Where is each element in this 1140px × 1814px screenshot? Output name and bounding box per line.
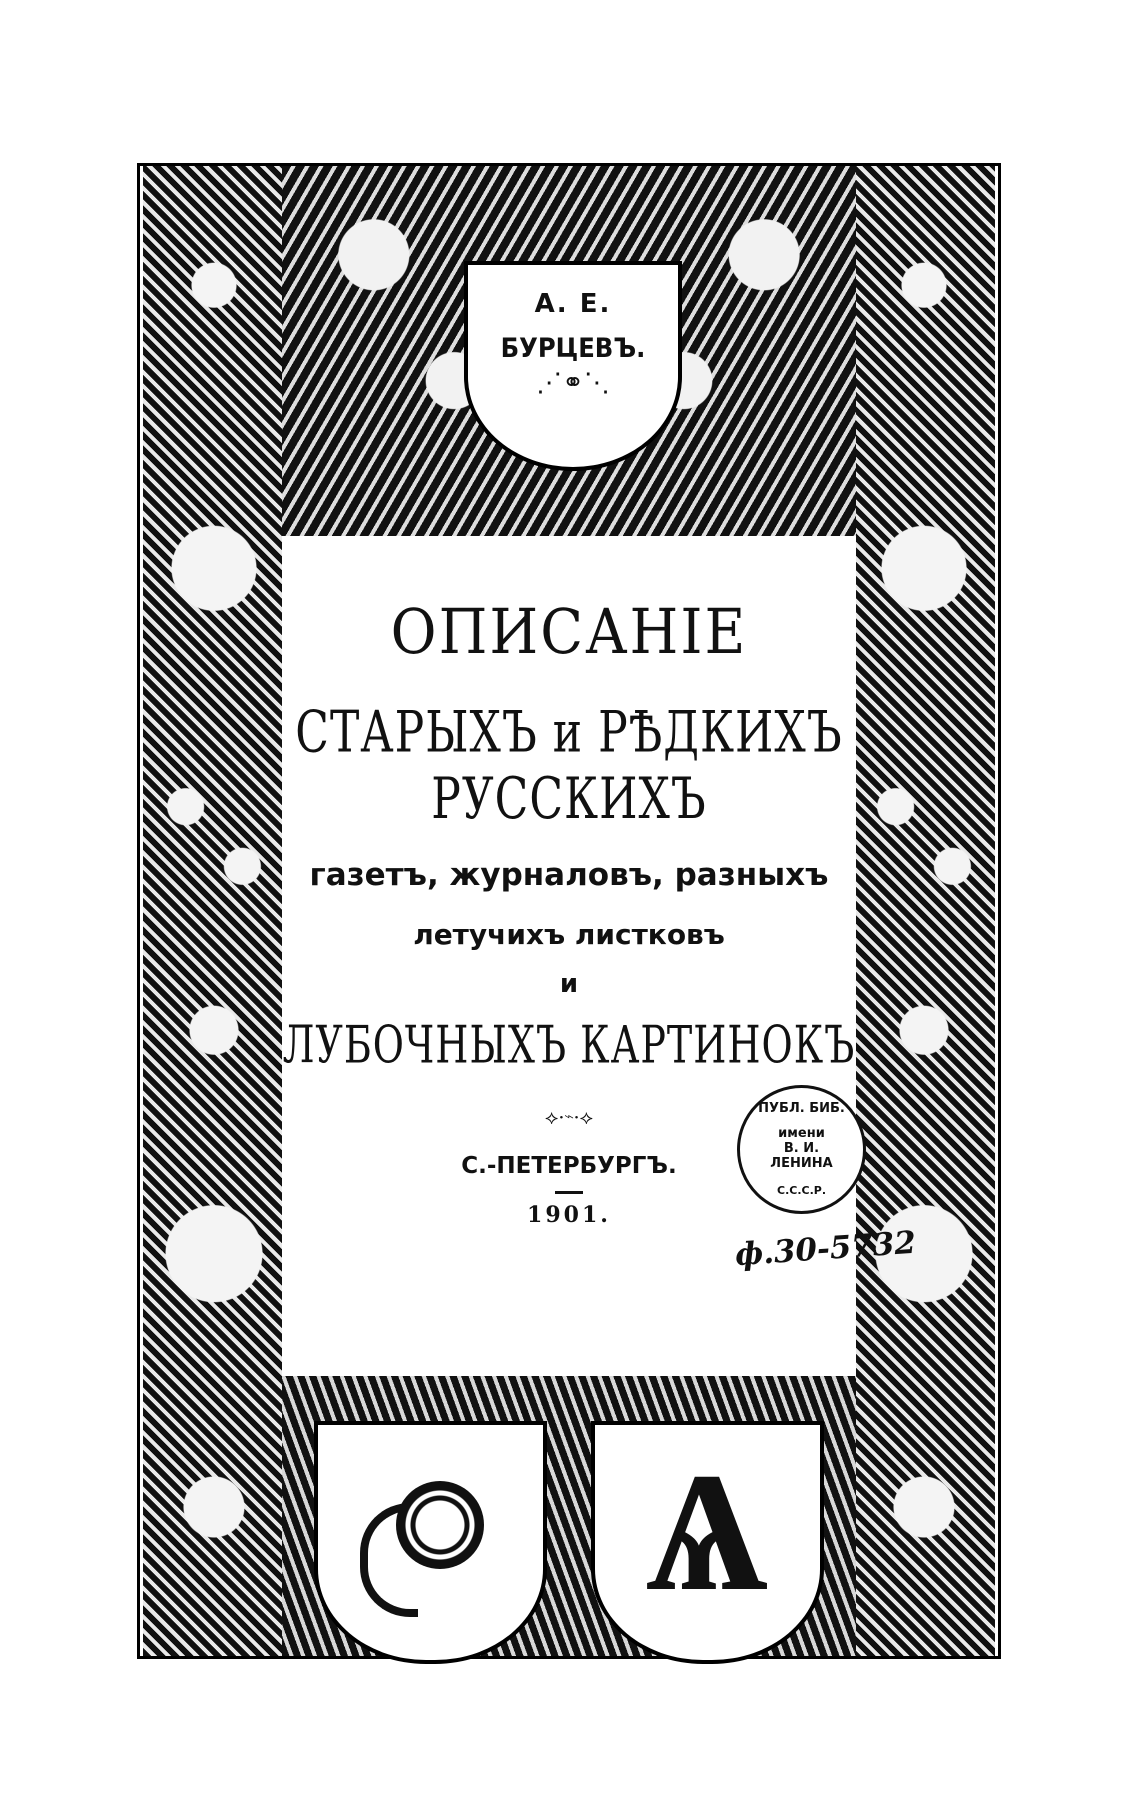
library-stamp <box>737 1085 866 1214</box>
left-ornament-border <box>140 166 288 1656</box>
handwritten-shelfmark: ф.30-5732 <box>733 1224 918 1274</box>
sun-moon-shield <box>314 1421 547 1664</box>
bottom-ornament-panel <box>282 1372 856 1656</box>
sun-icon <box>396 1481 484 1569</box>
stamp-country: С.С.С.Р. <box>777 1184 826 1197</box>
book-title-line-6: ЛУБОЧНЫХЪ КАРТИНОКЪ <box>282 1015 856 1075</box>
ornamental-frame <box>137 163 1001 1659</box>
stamp-initials: В. И. <box>783 1141 820 1156</box>
stamp-top-text: ПУБЛ. БИБ. <box>758 1101 845 1116</box>
top-ornament-panel <box>282 166 856 540</box>
book-title-line-5: и <box>559 969 579 999</box>
publisher-monogram-icon: Ѧ <box>646 1430 769 1630</box>
stamp-middle-text <box>740 1126 863 1171</box>
book-title-main: ОПИСАНІЕ <box>390 596 748 669</box>
short-rule <box>555 1191 583 1194</box>
publication-year: 1901. <box>527 1202 611 1228</box>
author-surname: БУРЦЕВЪ. <box>500 333 646 364</box>
stamp-name-label: имени <box>778 1126 825 1141</box>
book-title-line-3: газетъ, журналовъ, разныхъ <box>309 857 829 893</box>
book-title-line-4: летучихъ листковъ <box>413 918 725 951</box>
publication-place: С.-ПЕТЕРБУРГЪ. <box>461 1153 677 1179</box>
author-shield <box>464 261 682 471</box>
right-ornament-border <box>850 166 998 1656</box>
book-title-line-2: СТАРЫХЪ и РѢДКИХЪ РУССКИХЪ <box>295 699 843 833</box>
stamp-surname: ЛЕНИНА <box>770 1156 833 1171</box>
author-initials: А. Е. <box>534 289 612 319</box>
wing-ornament-icon: ⋰⚭⋱ <box>536 368 610 398</box>
monogram-shield <box>591 1421 824 1664</box>
decorative-divider: ⟡·⌁·⟡ <box>545 1105 593 1129</box>
